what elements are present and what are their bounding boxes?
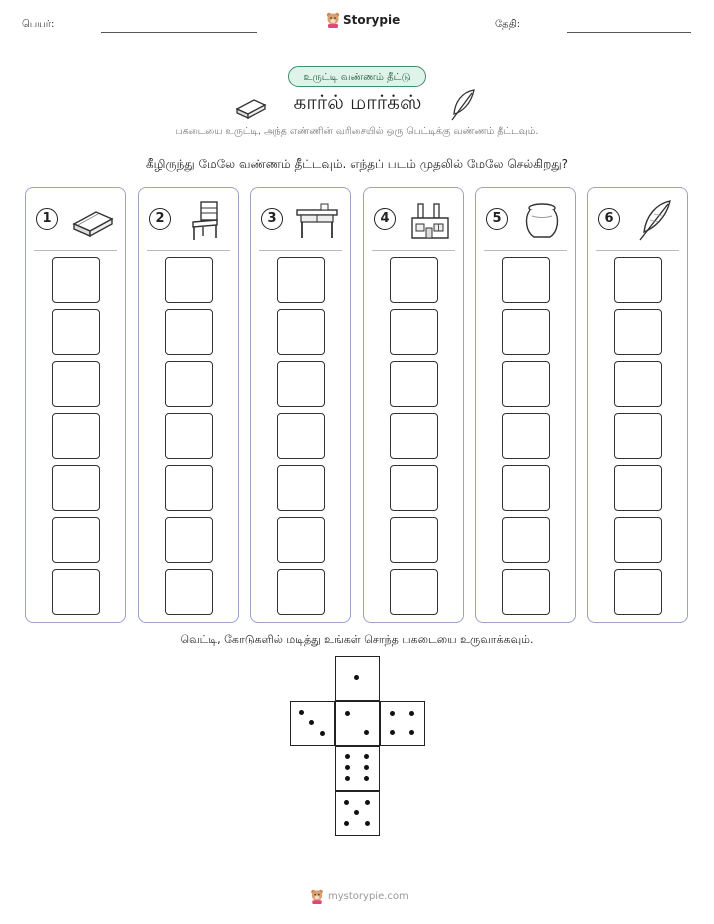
bear-icon — [310, 889, 324, 904]
color-box[interactable] — [390, 569, 438, 615]
column-divider — [259, 250, 342, 251]
color-box[interactable] — [614, 257, 662, 303]
color-box[interactable] — [614, 569, 662, 615]
column-number: 5 — [486, 208, 508, 230]
color-box[interactable] — [390, 465, 438, 511]
column-number: 2 — [149, 208, 171, 230]
pip — [409, 730, 414, 735]
column-3 — [250, 187, 351, 623]
column-number: 3 — [261, 208, 283, 230]
column-5 — [475, 187, 576, 623]
die-face-4 — [380, 701, 425, 746]
color-box[interactable] — [502, 569, 550, 615]
pip — [390, 730, 395, 735]
quill-icon — [630, 198, 678, 242]
column-divider — [484, 250, 567, 251]
activity-badge: உருட்டி வண்ணம் தீட்டு — [288, 66, 426, 87]
die-face-3 — [290, 701, 335, 746]
brand-logo — [326, 12, 400, 28]
color-box[interactable] — [277, 465, 325, 511]
die-face-6 — [335, 746, 380, 791]
color-box[interactable] — [614, 517, 662, 563]
color-box[interactable] — [52, 309, 100, 355]
color-box[interactable] — [390, 309, 438, 355]
color-box[interactable] — [502, 413, 550, 459]
color-box[interactable] — [614, 413, 662, 459]
book-icon — [68, 198, 116, 242]
color-box[interactable] — [165, 413, 213, 459]
color-box[interactable] — [52, 517, 100, 563]
bear-icon — [326, 12, 340, 28]
column-divider — [34, 250, 117, 251]
pip — [390, 711, 395, 716]
footer-url[interactable]: mystorypie.com — [328, 891, 409, 902]
book-icon — [234, 94, 268, 120]
color-box[interactable] — [502, 517, 550, 563]
column-divider — [147, 250, 230, 251]
column-divider — [596, 250, 679, 251]
color-box[interactable] — [277, 413, 325, 459]
factory-icon — [406, 198, 454, 242]
color-box[interactable] — [390, 517, 438, 563]
pip — [364, 730, 369, 735]
color-box[interactable] — [390, 257, 438, 303]
color-box[interactable] — [165, 569, 213, 615]
color-box[interactable] — [52, 257, 100, 303]
pip — [409, 711, 414, 716]
pip — [365, 821, 370, 826]
footer — [310, 889, 409, 904]
pip — [354, 675, 359, 680]
pip — [345, 711, 350, 716]
pip — [320, 731, 325, 736]
color-box[interactable] — [277, 257, 325, 303]
pip — [345, 754, 350, 759]
color-box[interactable] — [52, 569, 100, 615]
pip — [309, 720, 314, 725]
pip — [299, 710, 304, 715]
column-4 — [363, 187, 464, 623]
color-box[interactable] — [502, 309, 550, 355]
column-number: 4 — [374, 208, 396, 230]
color-box[interactable] — [390, 361, 438, 407]
die-face-1 — [335, 656, 380, 701]
color-box[interactable] — [502, 465, 550, 511]
instructions-text: பகடையை உருட்டி, அந்த எண்ணின் வரிசையில் ஒரு பெட்டிக்கு வண்ணம் தீட்டவும். — [175, 126, 539, 137]
column-number: 1 — [36, 208, 58, 230]
color-box[interactable] — [165, 257, 213, 303]
color-box[interactable] — [502, 257, 550, 303]
name-line[interactable] — [101, 32, 257, 33]
brand-name: Storypie — [343, 13, 401, 27]
color-box[interactable] — [52, 413, 100, 459]
color-box[interactable] — [52, 361, 100, 407]
color-box[interactable] — [502, 361, 550, 407]
pip — [345, 776, 350, 781]
pip — [344, 800, 349, 805]
pip — [364, 776, 369, 781]
color-box[interactable] — [614, 465, 662, 511]
die-face-2 — [335, 701, 380, 746]
color-box[interactable] — [52, 465, 100, 511]
color-box[interactable] — [165, 361, 213, 407]
color-box[interactable] — [277, 361, 325, 407]
pip — [364, 754, 369, 759]
die-instruction: வெட்டி, கோடுகளில் மடித்து உங்கள் சொந்த பகடையை உருவாக்கவும். — [180, 633, 534, 646]
pip — [364, 765, 369, 770]
date-label: தேதி: — [495, 19, 521, 30]
page-title: கார்ல் மார்க்ஸ் — [293, 90, 422, 114]
die-face-5 — [335, 791, 380, 836]
column-divider — [372, 250, 455, 251]
pot-icon — [518, 198, 566, 242]
question-text: கீழிருந்து மேலே வண்ணம் தீட்டவும். எந்தப் படம் முதலில் மேலே செல்கிறது? — [145, 157, 569, 171]
color-box[interactable] — [390, 413, 438, 459]
desk-icon — [293, 198, 341, 242]
date-line[interactable] — [567, 32, 691, 33]
pip — [354, 810, 359, 815]
color-box[interactable] — [277, 309, 325, 355]
quill-icon — [448, 88, 478, 122]
name-label: பெயர்: — [22, 19, 55, 30]
color-box[interactable] — [277, 569, 325, 615]
color-box[interactable] — [614, 361, 662, 407]
color-box[interactable] — [165, 309, 213, 355]
pip — [345, 765, 350, 770]
column-6 — [587, 187, 688, 623]
pip — [365, 800, 370, 805]
color-box[interactable] — [165, 517, 213, 563]
column-2 — [138, 187, 239, 623]
color-box[interactable] — [277, 517, 325, 563]
chair-icon — [181, 198, 229, 242]
pip — [344, 821, 349, 826]
column-1 — [25, 187, 126, 623]
color-box[interactable] — [165, 465, 213, 511]
column-number: 6 — [598, 208, 620, 230]
color-box[interactable] — [614, 309, 662, 355]
